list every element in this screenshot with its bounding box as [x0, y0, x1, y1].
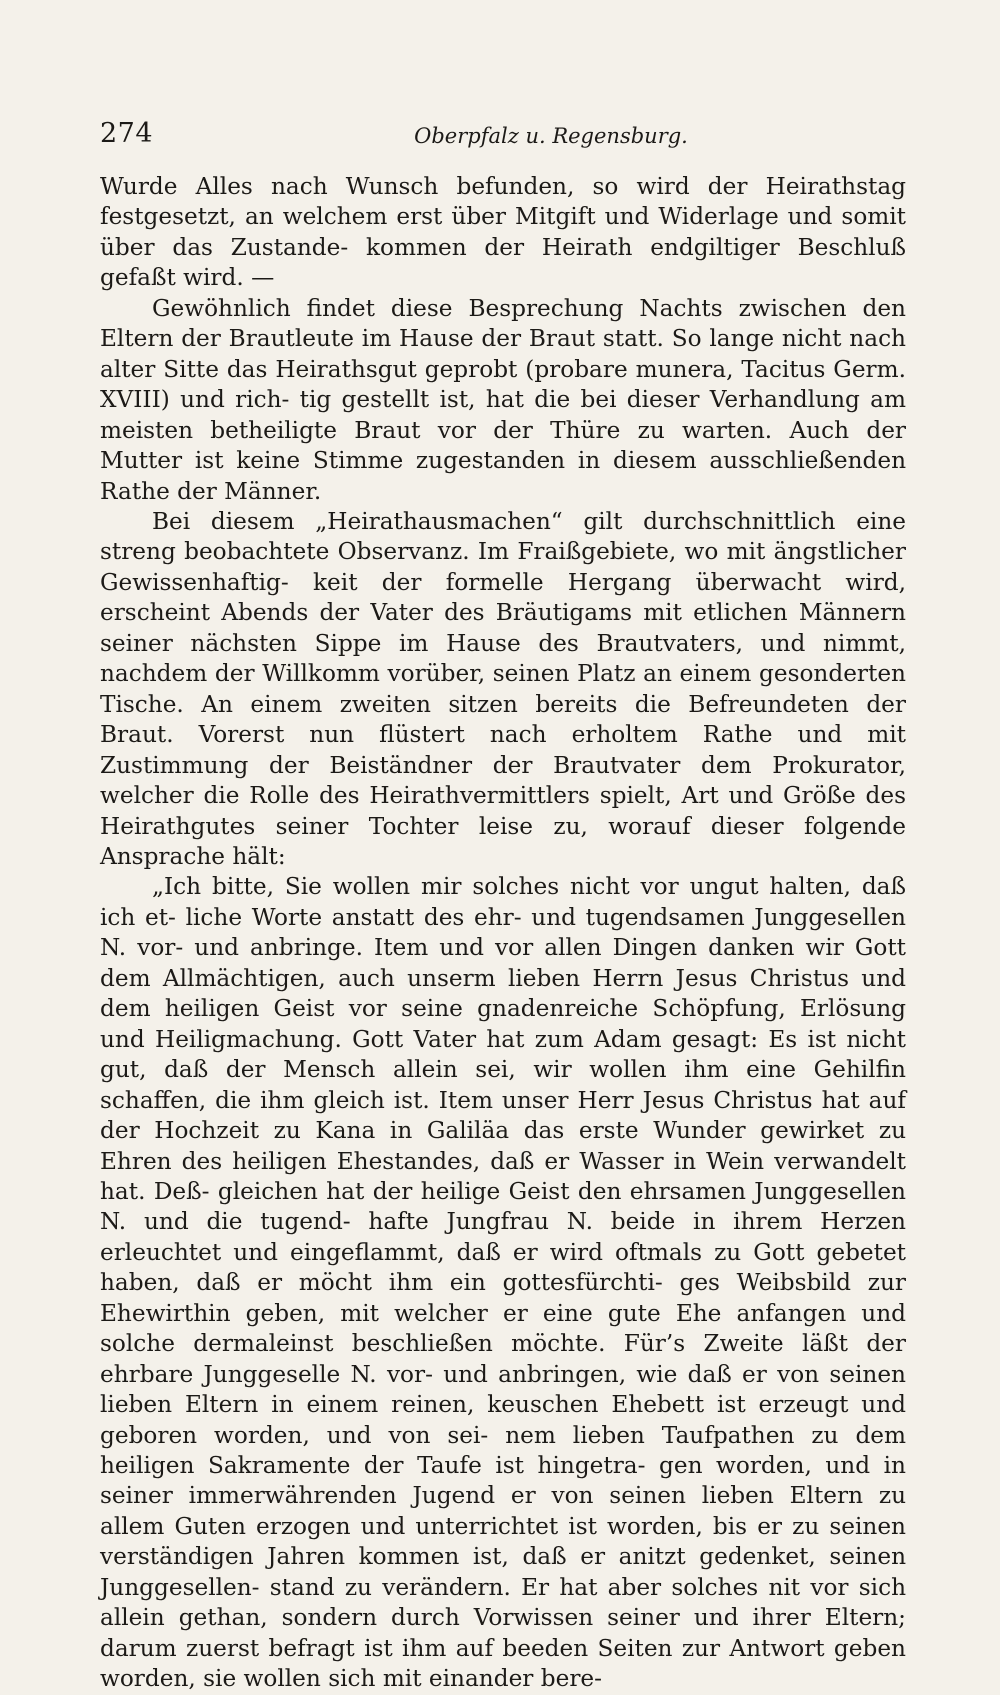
body-text — [100, 172, 906, 1695]
page-number: 274 — [100, 118, 154, 149]
paragraph-3: Bei diesem „Heirathausmachen“ gilt durchschnittlich eine streng beobachtete Observanz. Im Fraißgebiete, wo mit ängstlicher Gewissenhaftig- keit der formelle Hergang überwacht wird, erscheint Abends der Vater des Bräutigams mit etlichen Männern seiner nächsten Sippe im Hause des Brautvaters, und nimmt, nachdem der Willkomm vorüber, seinen Platz an einem gesonderten Tische. An einem zweiten sitzen bereits die Befreundeten der Braut. Vorerst nun flüstert nach erholtem Rathe und mit Zustimmung der Beiständner der Brautvater dem Prokurator, welcher die Rolle des Heirathvermittlers spielt, Art und Größe des Heirathgutes seiner Tochter leise zu, worauf dieser folgende Ansprache hält: — [100, 507, 906, 870]
running-title: Oberpfalz u. Regensburg. — [414, 124, 688, 148]
paragraph-1: Wurde Alles nach Wunsch befunden, so wird der Heirathstag festgesetzt, an welchem erst über Mitgift und Widerlage und somit über das Zustande- kommen der Heirath endgiltiger Beschluß gefaßt wird. — — [100, 173, 906, 292]
paragraph-2: Gewöhnlich findet diese Besprechung Nachts zwischen den Eltern der Brautleute im Hause der Braut statt. So lange nicht nach alter Sitte das Heirathsgut geprobt (probare munera, Tacitus Germ. XVIII) und rich- tig gestellt ist, hat die bei dieser Verhandlung am meisten betheiligte Braut vor der Thüre zu warten. Auch der Mutter ist keine Stimme zugestanden in diesem ausschließenden Rathe der Männer. — [100, 294, 906, 505]
page-header — [100, 118, 906, 158]
paragraph-4: „Ich bitte, Sie wollen mir solches nicht vor ungut halten, daß ich et- liche Worte anstatt des ehr- und tugendsamen Junggesellen N. vor- und anbringe. Item und vor allen Dingen danken wir Gott dem Allmächtigen, auch unserm lieben Herrn Jesus Christus und dem heiligen Geist vor seine gnadenreiche Schöpfung, Erlösung und Heiligmachung. Gott Vater hat zum Adam gesagt: Es ist nicht gut, daß der Mensch allein sei, wir wollen ihm eine Gehilfin schaffen, die ihm gleich ist. Item unser Herr Jesus Christus hat auf der Hochzeit zu Kana in Galiläa das erste Wunder gewirket zu Ehren des heiligen Ehestandes, daß er Wasser in Wein verwandelt hat. Deß- gleichen hat der heilige Geist den ehrsamen Junggesellen N. und die tugend- hafte Jungfrau N. beide in ihrem Herzen erleuchtet und eingeflammt, daß er wird oftmals zu Gott gebetet haben, daß er möcht ihm ein gottesfürchti- ges Weibsbild zur Ehewirthin geben, mit welcher er eine gute Ehe anfangen und solche dermaleinst beschließen möchte. Für’s Zweite läßt der ehrbare Junggeselle N. vor- und anbringen, wie daß er von seinen lieben Eltern in einem reinen, keuschen Ehebett ist erzeugt und geboren worden, und von sei- nem lieben Taufpathen zu dem heiligen Sakramente der Taufe ist hingetra- gen worden, und in seiner immerwährenden Jugend er von seinen lieben Eltern zu allem Guten erzogen und unterrichtet ist worden, bis er zu seinen verständigen Jahren kommen ist, daß er anitzt gedenket, seinen Junggesellen- stand zu verändern. Er hat aber solches nit vor sich allein gethan, sondern durch Vorwissen seiner und ihrer Eltern; darum zuerst befragt ist ihm auf beeden Seiten zur Antwort geben worden, sie wollen sich mit einander bere- — [100, 873, 906, 1693]
